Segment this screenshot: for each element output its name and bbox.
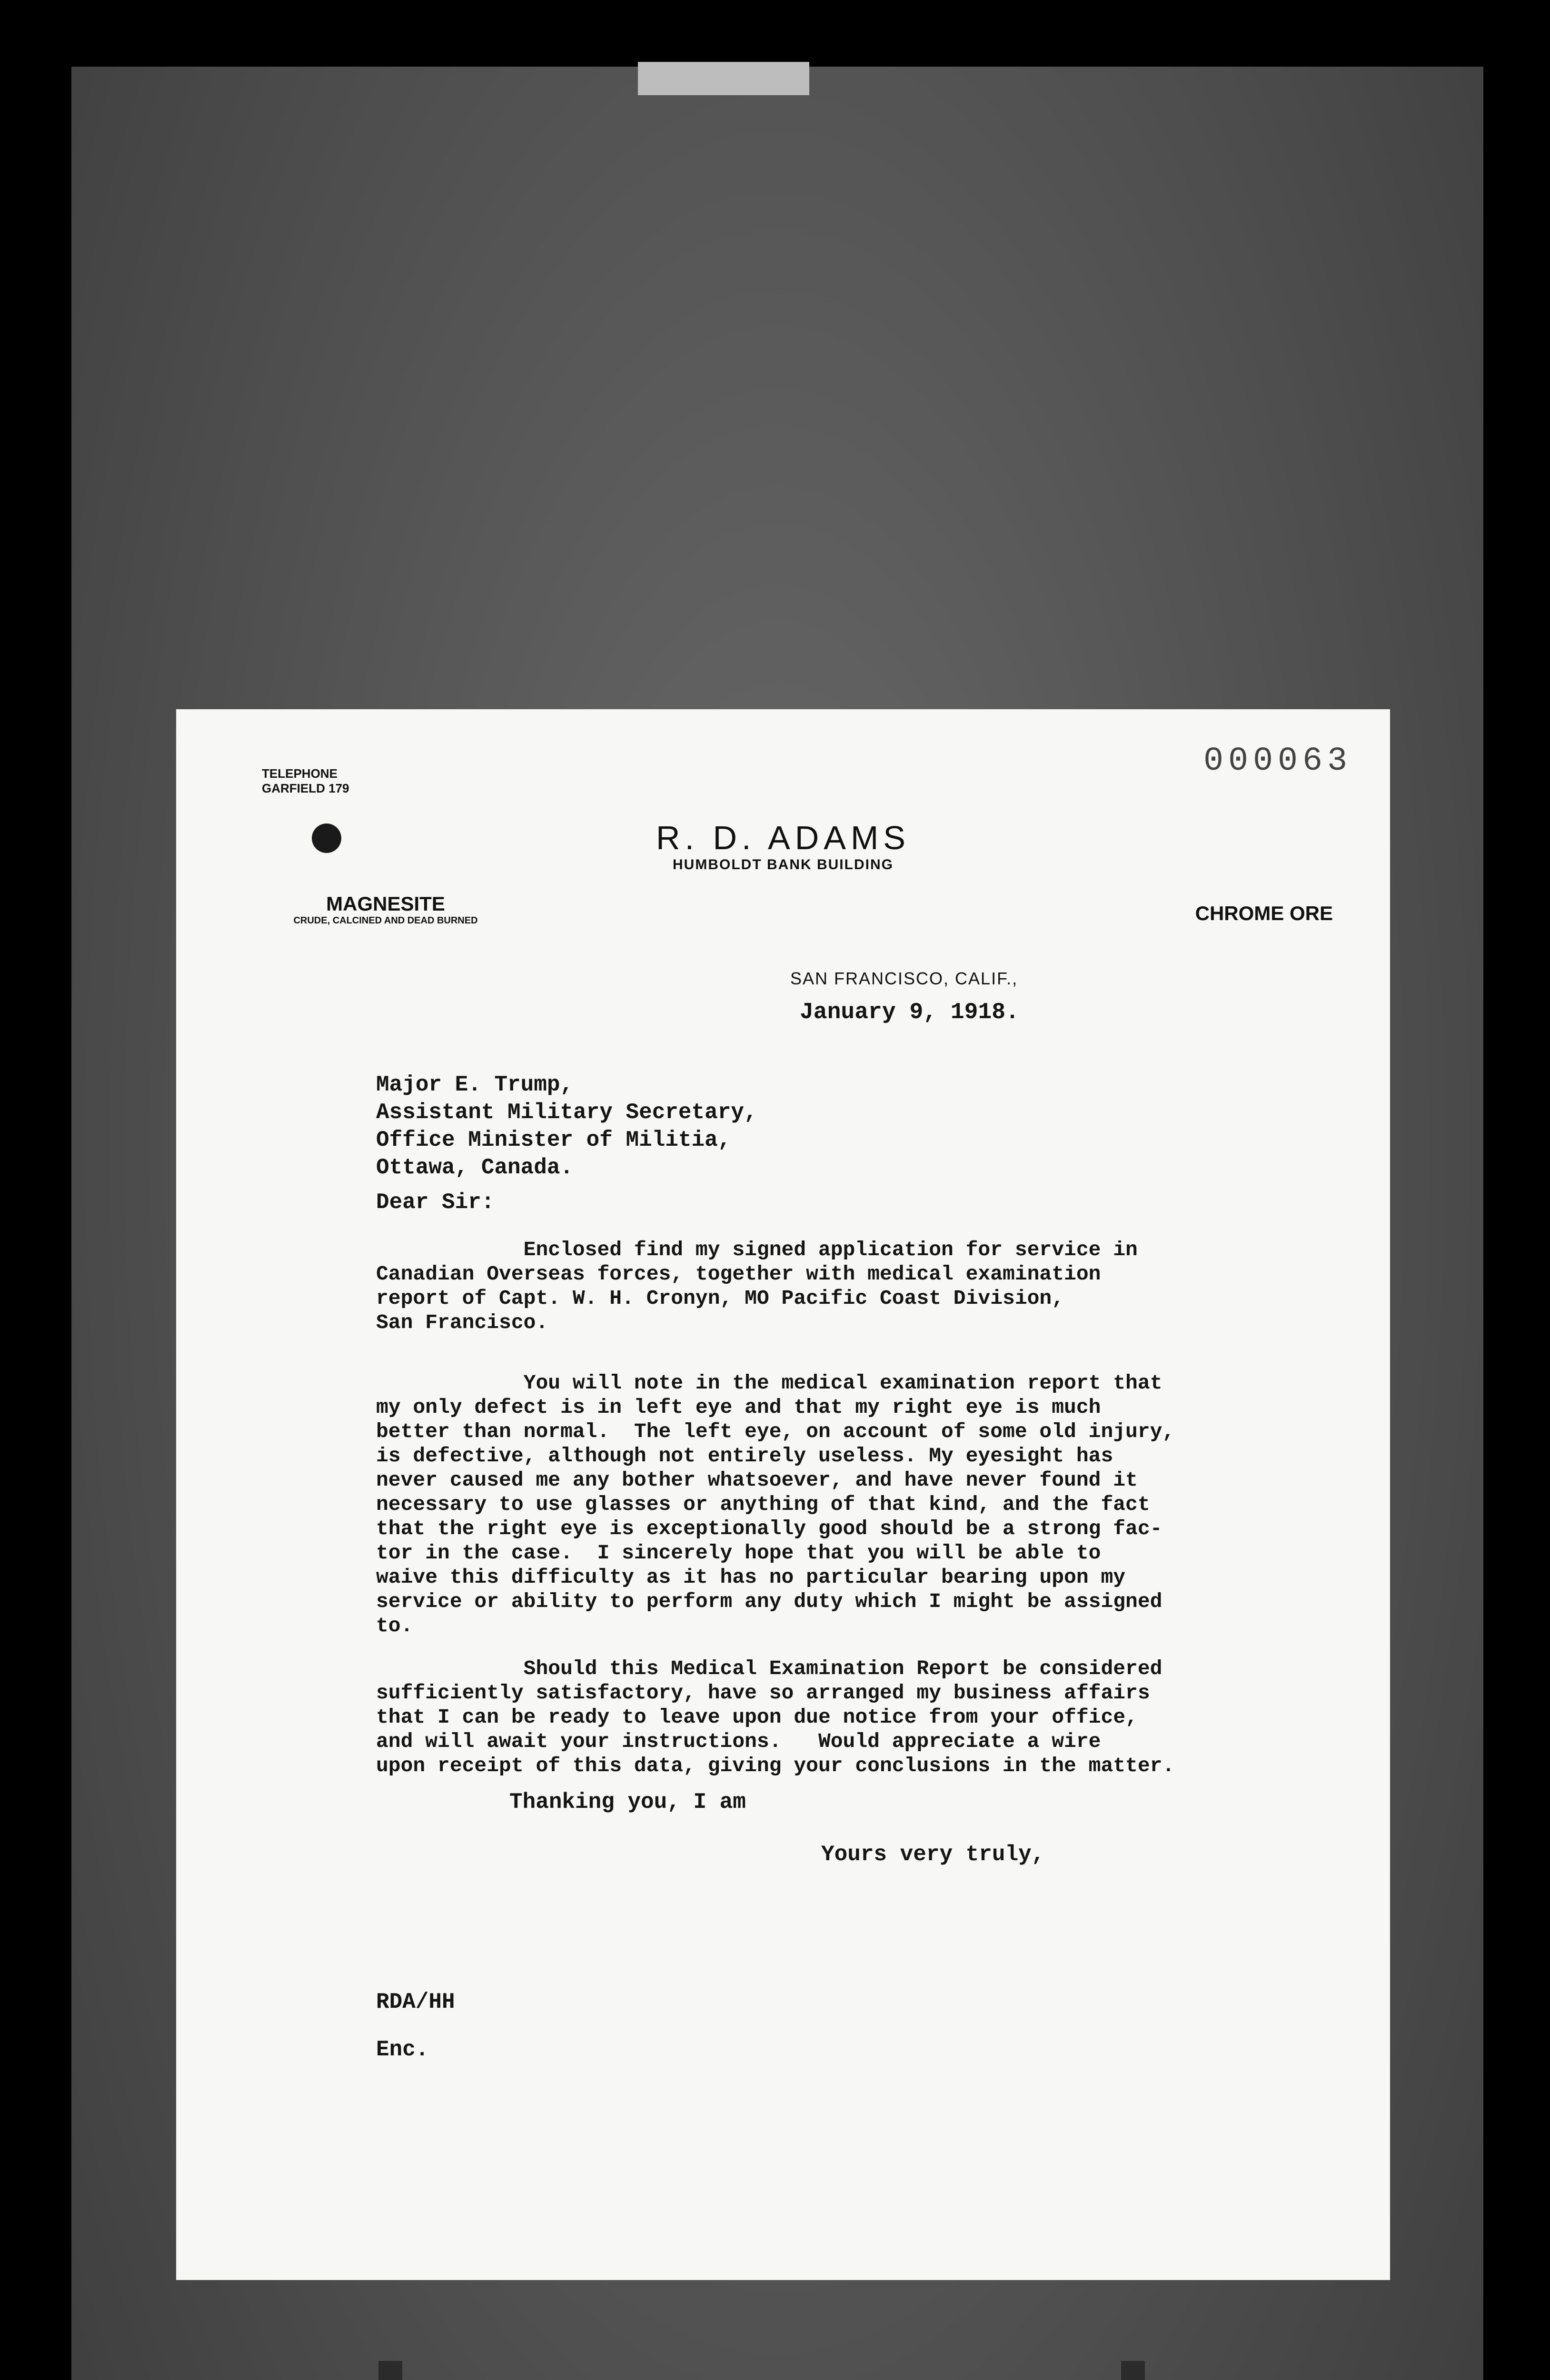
enclosure-note: Enc. — [376, 2037, 429, 2062]
complimentary-close: Yours very truly, — [821, 1842, 1045, 1867]
body-paragraph-3: Should this Medical Examination Report be considered sufficiently satisfactory, have so arranged my business affairs that I can be ready to leave upon due notice from your office, and will await your instructions. Would appreciate a wire upon receipt of this data, giving your conclusions in the matter. — [376, 1657, 1175, 1777]
thanks-line: Thanking you, I am — [509, 1790, 746, 1815]
letterhead-city: SAN FRANCISCO, CALIF., — [790, 969, 1018, 988]
salutation: Dear Sir: — [376, 1190, 495, 1215]
reference-number: 000063 — [1203, 743, 1352, 780]
recipient-address — [376, 1071, 757, 1181]
letter-date: January 9, 1918. — [800, 1000, 1019, 1025]
telephone-number: GARFIELD 179 — [262, 781, 349, 796]
address-line: Assistant Military Secretary, — [376, 1100, 757, 1125]
card-clip-right — [1121, 2361, 1145, 2380]
body-paragraph-1: Enclosed find my signed application for service in Canadian Overseas forces, together with medical examination report of Capt. W. H. Cronyn, MO Pacific Coast Division, San Francisco. — [376, 1238, 1138, 1334]
address-line: Ottawa, Canada. — [376, 1155, 574, 1180]
body-paragraph-2: You will note in the medical examination report that my only defect is in left eye and that my right eye is much better than normal. The left eye, on account of some old injury, is defective, although not entirely useless. My eyesight has never caused me any bother whatsoever, and have never found it necessary to use glasses or anything of that kind, and the fact that the right eye is exceptionally good should be a strong fac- tor in the case. I sincerely hope that you will be able to waive this difficulty as it has no particular bearing upon my service or ability to perform any duty which I might be assigned to. — [376, 1371, 1175, 1637]
card-clip-left — [378, 2361, 402, 2380]
magnesite-label: MAGNESITE — [326, 892, 445, 915]
letterhead-name-block — [176, 819, 1390, 873]
film-tab — [638, 62, 809, 95]
magnesite-block — [262, 892, 509, 926]
letterhead-name: R. D. ADAMS — [656, 819, 910, 856]
typist-initials: RDA/HH — [376, 1990, 455, 2014]
letterhead-building: HUMBOLDT BANK BUILDING — [673, 857, 894, 873]
telephone-block — [262, 766, 349, 796]
letter-page — [176, 709, 1390, 2280]
magnesite-detail: CRUDE, CALCINED AND DEAD BURNED — [293, 915, 478, 926]
chrome-ore-label: CHROME ORE — [1195, 902, 1333, 924]
address-line: Office Minister of Militia, — [376, 1128, 731, 1152]
address-line: Major E. Trump, — [376, 1072, 574, 1097]
telephone-label: TELEPHONE — [262, 766, 338, 781]
